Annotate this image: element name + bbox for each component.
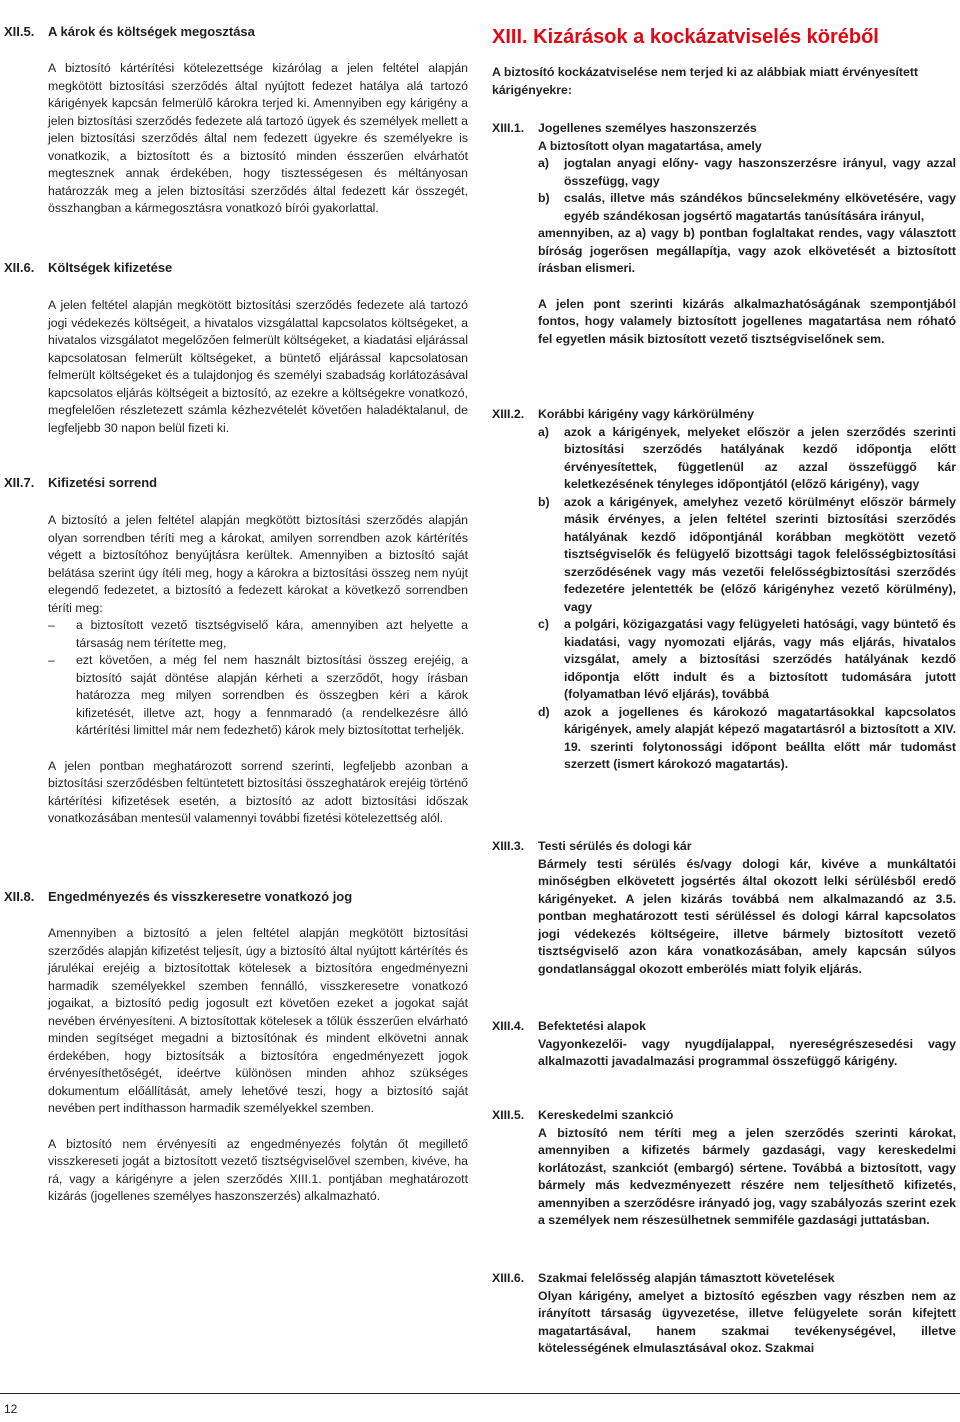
section-body (538, 838, 956, 978)
section-body (538, 1107, 956, 1230)
section-number: XIII.6. (492, 1271, 525, 1285)
paragraph: A biztosító a jelen feltétel alapján megkötött biztosítási szerződés alapján olyan sorrendben téríti meg a károkat, amilyen sorrendben azok kártérítés végett a biztosítóhoz benyújtásra kerültek. Amennyiben a biztosító saját belátása szerint úgy ítéli meg, hogy a károkra a biztosítási összeg nem nyújt elegendő fedezetet, a biztosító a fedezett károkat a következő sorrendben téríti meg: (48, 513, 468, 615)
footer-divider (0, 1393, 960, 1394)
section-number: XII.8. (4, 889, 35, 904)
paragraph: A jelen pont szerinti kizárás alkalmazhatóságának szempontjából fontos, hogy valamely biztosított jogellenes magatartása nem róható fel egyetlen másik biztosított vezető tisztségviselőnek sem. (538, 296, 956, 346)
list-letter: a) (538, 424, 549, 439)
lettered-list (538, 424, 956, 774)
list-item (48, 617, 468, 652)
section-number: XII.6. (4, 260, 35, 275)
section-number: XII.7. (4, 475, 35, 490)
paragraph: A biztosító kártérítési kötelezettsége kizárólag a jelen feltétel alapján megkötött biztosítási szerződés által nyújtott fedezet hatálya alá tartozó kárigények kapcsán felmerülő károkra terjed ki. Amennyiben egy kárigény a jelen biztosítási szerződés fedezete alá tartozó ügyek és személyek mellett a jelen biztosítási szerződés által nem fedezett ügyekre és személyekre is vonatkozik, a biztosított és a biztosító minden ésszerűen elvárhatót megtesznek annak érdekében, hogy tisztességesen és méltányosan határozzák meg a jelen biztosítási szerződés által fedezett kár összegét, összhangban a kármegosztásra vonatkozó bírói gyakorlattal. (48, 61, 468, 215)
paragraph: Amennyiben a biztosító a jelen feltétel alapján megkötött biztosítási szerződés alapján kifizetést teljesít, úgy a biztosító által nyújtott kártérítés és járulékai erejéig a biztosítottak kötelesek a biztosítóra engedményezni harmadik személyekkel szemben fennálló, visszkeresetre vonatkozó jogaikat, a biztosító pedig jogosult ezt követően ezeket a jogokat saját nevében érvényesíteni. A biztosítottak kötelesek a tőlük ésszerűen elvárható minden segítséget megadni a biztosítónak és mindent elkövetni annak érdekében, hogy biztosítsák a biztosítóra engedményezett jogok érvényesíthetőségét, ideértve különösen minden ahhoz szükséges dokumentum előállítását, amely lehetővé teszi, hogy a biztosító saját nevében pert indíthasson harmadik személyekkel szemben. (48, 926, 468, 1115)
section-number: XIII.3. (492, 839, 525, 853)
section-title: Költségek kifizetése (48, 260, 173, 275)
section-xii-5-body (48, 60, 468, 218)
section-body (538, 120, 956, 348)
section-number: XIII.4. (492, 1019, 525, 1033)
section-title: Testi sérülés és dologi kár (538, 839, 692, 853)
section-body (538, 406, 956, 774)
page-number: 12 (4, 1402, 18, 1416)
list-item-text: azok a jogellenes és károkozó magatartásokkal kapcsolatos kárigények, amely alapját képező magatartásról a biztosított a XIV. 19. szerinti folytonossági időpont beállta előtt már tudomást szerzett (ismert károkozó magatartás). (564, 704, 956, 771)
list-letter: b) (538, 191, 550, 205)
section-number: XIII.5. (492, 1108, 525, 1122)
dash-bullet: – (48, 618, 55, 632)
section-number: XII.5. (4, 24, 35, 39)
list-item (538, 190, 956, 225)
chapter-title: XIII. Kizárások a kockázatviselés köréből (492, 26, 879, 48)
section-xii-8-body (48, 925, 468, 1206)
section-title: Engedményezés és visszkeresetre vonatkozó jog (48, 889, 353, 904)
lettered-list (538, 155, 956, 225)
paragraph: A biztosító nem érvényesíti az engedményezés folytán őt megillető visszkereseti jogát a biztosított vezető tisztségviselővel szemben, kivéve, ha rá, vagy a kárigényre a jelen szerződés XIII.1. pontjában meghatározott kizárás (jogellenes személyes haszonszerzés) alkalmazható. (48, 1136, 468, 1203)
section-body (538, 1018, 956, 1071)
list-letter: d) (538, 704, 550, 719)
payment-order-list (48, 617, 468, 740)
list-item-text: a biztosított vezető tisztségviselő kára, amennyiben azt helyette a társaság nem térítette meg, (76, 618, 468, 650)
section-title: Kifizetési sorrend (48, 475, 158, 490)
paragraph: A jelen pontban meghatározott sorrend szerinti, legfeljebb azonban a biztosítási szerződésben feltüntetett biztosítási összeghatárok erejéig történő kártérítési kifizetések esetén, a biztosító az adott biztosítási időszak vonatkozásában mentesül valamennyi további fizetési kötelezettség alól. (48, 758, 468, 825)
section-title: Befektetési alapok (538, 1019, 646, 1033)
paragraph: A jelen feltétel alapján megkötött biztosítási szerződés fedezete alá tartozó jogi védekezés költségeit, a hivatalos vizsgálattal kapcsolatos költségeket, a hivatalos vizsgálatot megelőzően felmerült költségeket, a kiadatási eljárással kapcsolatosan felmerült költségeket, a büntető eljárással kapcsolatosan felmerült költségeket és a tulajdonjog és személyi szabadság korlátozásával kapcsolatos eljárás költségeit a biztosító, az ezekre a költségekre vonatkozó, megfelelően részletezett számla kézhezvételét követően haladéktalanul, de legfeljebb 30 napon belül fizeti ki. (48, 298, 468, 435)
section-body (538, 1270, 956, 1358)
list-letter: b) (538, 494, 550, 509)
paragraph: A biztosító nem téríti meg a jelen szerződés szerinti károkat, amennyiben a kifizetés bármely gazdasági, vagy kereskedelmi korlátozást, szankciót (embargó) sértene. Továbbá a biztosított, vagy bármely más kedvezményezett részére nem teljesíthető kifizetés, amennyiben a szerződésre irányadó jog, vagy szabályozás szerint ezek a személyek nem részesülhetnek semmiféle gazdasági juttatásban. (538, 1125, 956, 1227)
list-item (538, 424, 956, 494)
section-title: Szakmai felelősség alapján támasztott követelések (538, 1271, 835, 1285)
paragraph: Olyan kárigény, amelyet a biztosító egészben vagy részben nem az irányított társaság ügyvezetése, illetve felügyelete során kifejtett magatartásával, hanem szakmai tevékenységével, illetve kötelességének elmulasztásával okoz. Szakmai (538, 1288, 956, 1355)
list-item-text: a polgári, közigazgatási vagy felügyeleti hatósági, vagy büntető és kiadatási, vagy nyomozati eljárás, vagy más eljárás, hivatalos vizsgálat, amely a biztosítási szerződés hatályának kezdő időpontja előtt indult és a biztosított tudomására jutott (folyamatban lévő eljárás), továbbá (564, 617, 956, 701)
list-item-text: azok a kárigények, melyeket először a jelen szerződés szerinti biztosítási szerződés hatályának kezdő időpontja előtt érvényesítettek, függetlenül az azzal összefüggő kár keletkezésének tényleges időpontjától (előző kárigény), vagy (564, 424, 956, 491)
section-lead: A biztosított olyan magatartása, amely (538, 138, 762, 153)
section-xii-7-body (48, 512, 468, 828)
list-item-text: jogtalan anyagi előny- vagy haszonszerzésre irányul, vagy azzal összefügg, vagy (564, 156, 956, 188)
paragraph: Vagyonkezelői- vagy nyugdíjalappal, nyereségrészesedési vagy alkalmazotti javadalmazási programmal összefüggő kárigény. (538, 1036, 956, 1068)
section-xii-6-body (48, 297, 468, 437)
list-item-text: azok a kárigények, amelyhez vezető körülményt először bármely másik érvényes, a jelen feltétel szerinti biztosítási szerződés hatályának kezdő időpontjánál korábban megkötött vezető tisztségviselők és felügyelő bizottsági tagok felelősségbiztosítási szerződésének vagy más vezetői felelősségbiztosítási szerződés fedezetére jelentették be (előző kárigényhez vezető körülmény), vagy (564, 494, 956, 614)
section-title: Kereskedelmi szankció (538, 1108, 674, 1122)
list-item-text: ezt követően, a még fel nem használt biztosítási összeg erejéig, a biztosító saját döntése alapján kérheti a szerződőt, hogy írásban határozza meg milyen sorrendben és összegben kéri a károk kifizetését, illetve azt, hogy a fennmaradó (a rendelkezésre álló kártérítési limittel már nem fedezhető) károk mely biztosítottat terheljék. (76, 653, 468, 737)
dash-bullet: – (48, 653, 55, 667)
list-item (538, 616, 956, 704)
chapter-intro: A biztosító kockázatviselése nem terjed ki az alábbiak miatt érvényesített kárigényekre: (492, 65, 919, 97)
list-item (538, 704, 956, 774)
paragraph: amennyiben, az a) vagy b) pontban foglaltakat rendes, vagy választott bíróság jogerősen megállapítja, vagy azok elkövetését a biztosított írásban elismeri. (538, 226, 956, 275)
section-title: A károk és költségek megosztása (48, 24, 255, 39)
paragraph: Bármely testi sérülés és/vagy dologi kár, kivéve a munkáltatói minőségben elkövetett jogsértés által okozott lelki sérülésből eredő kárigényeket. A jelen kizárás továbbá nem alkalmazandó az 3.5. pontban meghatározott testi sérüléssel és dologi kárral kapcsolatos jogi védekezés költségeire, illetve bármely biztosított vezető tisztségviselő azon kára vonatkozásában, amely kapcsán súlyos gondatlansággal okozott emberölés miatt folyik eljárás. (538, 856, 956, 976)
section-number: XIII.1. (492, 121, 525, 135)
list-item (538, 494, 956, 617)
list-item (48, 652, 468, 740)
list-letter: c) (538, 617, 549, 631)
list-item-text: csalás, illetve más szándékos bűncselekmény elkövetésére, vagy egyéb szándékosan jogsértő magatartás tanúsítására irányul, (564, 191, 956, 223)
list-letter: a) (538, 156, 549, 170)
list-item (538, 155, 956, 190)
section-number: XIII.2. (492, 407, 525, 421)
section-title: Korábbi kárigény vagy kárkörülmény (538, 407, 754, 421)
section-title: Jogellenes személyes haszonszerzés (538, 121, 757, 135)
